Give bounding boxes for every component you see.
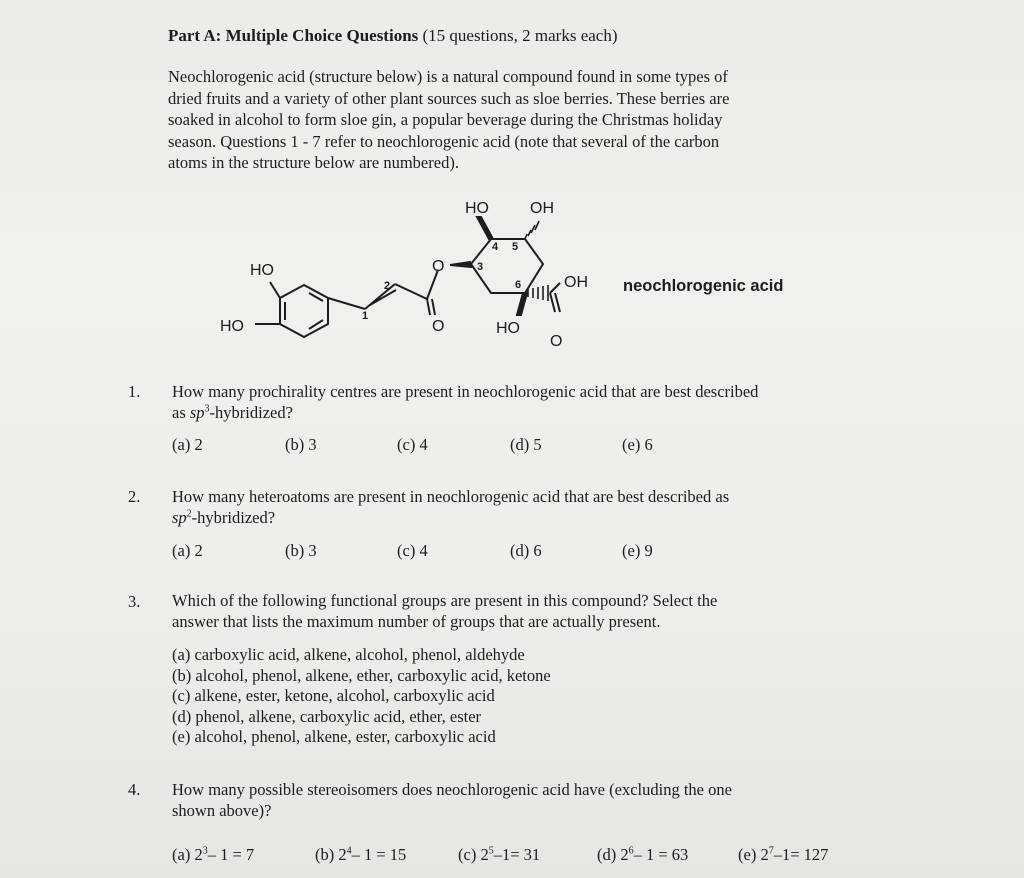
option-d[interactable]: (d) 5 [510,435,542,454]
ester-o: O [432,258,445,275]
question-text-line: How many prochirality centres are present in neochlorogenic acid that are best described [172,382,759,401]
section-header [168,26,618,46]
option-a[interactable]: (a) 2 [172,435,203,454]
benzene-ring [280,285,328,337]
section-title: Part A: Multiple Choice Questions [168,26,419,45]
intro-line: soaked in alcohol to form sloe gin, a popular beverage during the Christmas holiday [168,110,723,129]
question-text-line: answer that lists the maximum number of groups that are actually present. [172,612,661,631]
acid-o: O [550,333,563,350]
question-text-line: How many possible stereoisomers does neochlorogenic acid have (excluding the one [172,780,732,799]
question-1-text [172,381,852,423]
carbon-number-3: 3 [477,261,484,273]
option-e[interactable]: (e) alcohol, phenol, alkene, ester, carboxylic acid [172,727,496,746]
carbon-number-4: 4 [492,241,499,253]
question-3-options [172,645,551,748]
question-number: 2. [128,487,141,506]
phenol-ho-top: HO [250,262,274,279]
option-c[interactable]: (c) 4 [397,541,428,560]
section-subtitle: (15 questions, 2 marks each) [422,26,618,45]
carbon-number-2: 2 [384,280,391,292]
carbon-number-5: 5 [512,241,519,253]
c4-ho: HO [465,200,489,217]
option-e[interactable]: (e) $2^7-1= 127$ [738,845,829,864]
question-number: 3. [128,592,141,611]
option-d[interactable]: (d) phenol, alkene, carboxylic acid, ether, ester [172,706,482,726]
carbonyl-o: O [432,318,445,335]
neochlorogenic-acid-structure [210,190,810,360]
phenol-ho-bottom: HO [220,318,244,335]
option-c[interactable]: (c) alkene, ester, ketone, alcohol, carboxylic acid [172,686,495,705]
question-number: 4. [128,780,141,799]
intro-line: season. Questions 1 - 7 refer to neochlorogenic acid (note that several of the carbon [168,131,720,151]
question-2-text [172,486,852,528]
question-text-line: $sp^2$-hybridized? [172,508,276,527]
structure-name: neochlorogenic acid [623,277,784,295]
c6-ho: HO [496,320,520,337]
option-d[interactable]: (d) $2^6-$ 1 = 63 [597,845,689,864]
option-c[interactable]: (c) $2^5-1= 31$ [458,845,541,864]
question-text-line: shown above)? [172,801,272,820]
intro-line: dried fruits and a variety of other plant sources such as sloe berries. These berries are [168,88,730,108]
question-text-line: How many heteroatoms are present in neochlorogenic acid that are best described as [172,487,730,506]
intro-line: Neochlorogenic acid (structure below) is a natural compound found in some types of [168,67,728,86]
option-a[interactable]: (a) carboxylic acid, alkene, alcohol, phenol, aldehyde [172,645,525,664]
question-text-line: Which of the following functional groups are present in this compound? Select the [172,591,718,610]
question-number: 1. [128,382,141,401]
option-a[interactable]: (a) $2^3-$ 1 = 7 [172,845,255,864]
option-b[interactable]: (b) $2^4-$ 1 = 15 [315,845,407,864]
option-a[interactable]: (a) 2 [172,541,203,560]
option-e[interactable]: (e) 9 [622,541,653,560]
question-3-text [172,590,852,632]
carbon-number-6: 6 [515,279,522,291]
option-b[interactable]: (b) 3 [285,435,317,454]
intro-line: atoms in the structure below are numbered). [168,153,459,172]
option-c[interactable]: (c) 4 [397,435,428,454]
intro-paragraph [168,66,808,174]
question-4-text [172,779,852,821]
option-e[interactable]: (e) 6 [622,435,653,454]
option-b[interactable]: (b) alcohol, phenol, alkene, ether, carboxylic acid, ketone [172,665,551,685]
acid-oh: OH [564,274,588,291]
c5-oh: OH [530,200,554,217]
carbon-number-1: 1 [362,310,369,322]
option-b[interactable]: (b) 3 [285,541,317,560]
question-text-line: as $sp^3$-hybridized? [172,403,293,422]
option-d[interactable]: (d) 6 [510,541,542,560]
